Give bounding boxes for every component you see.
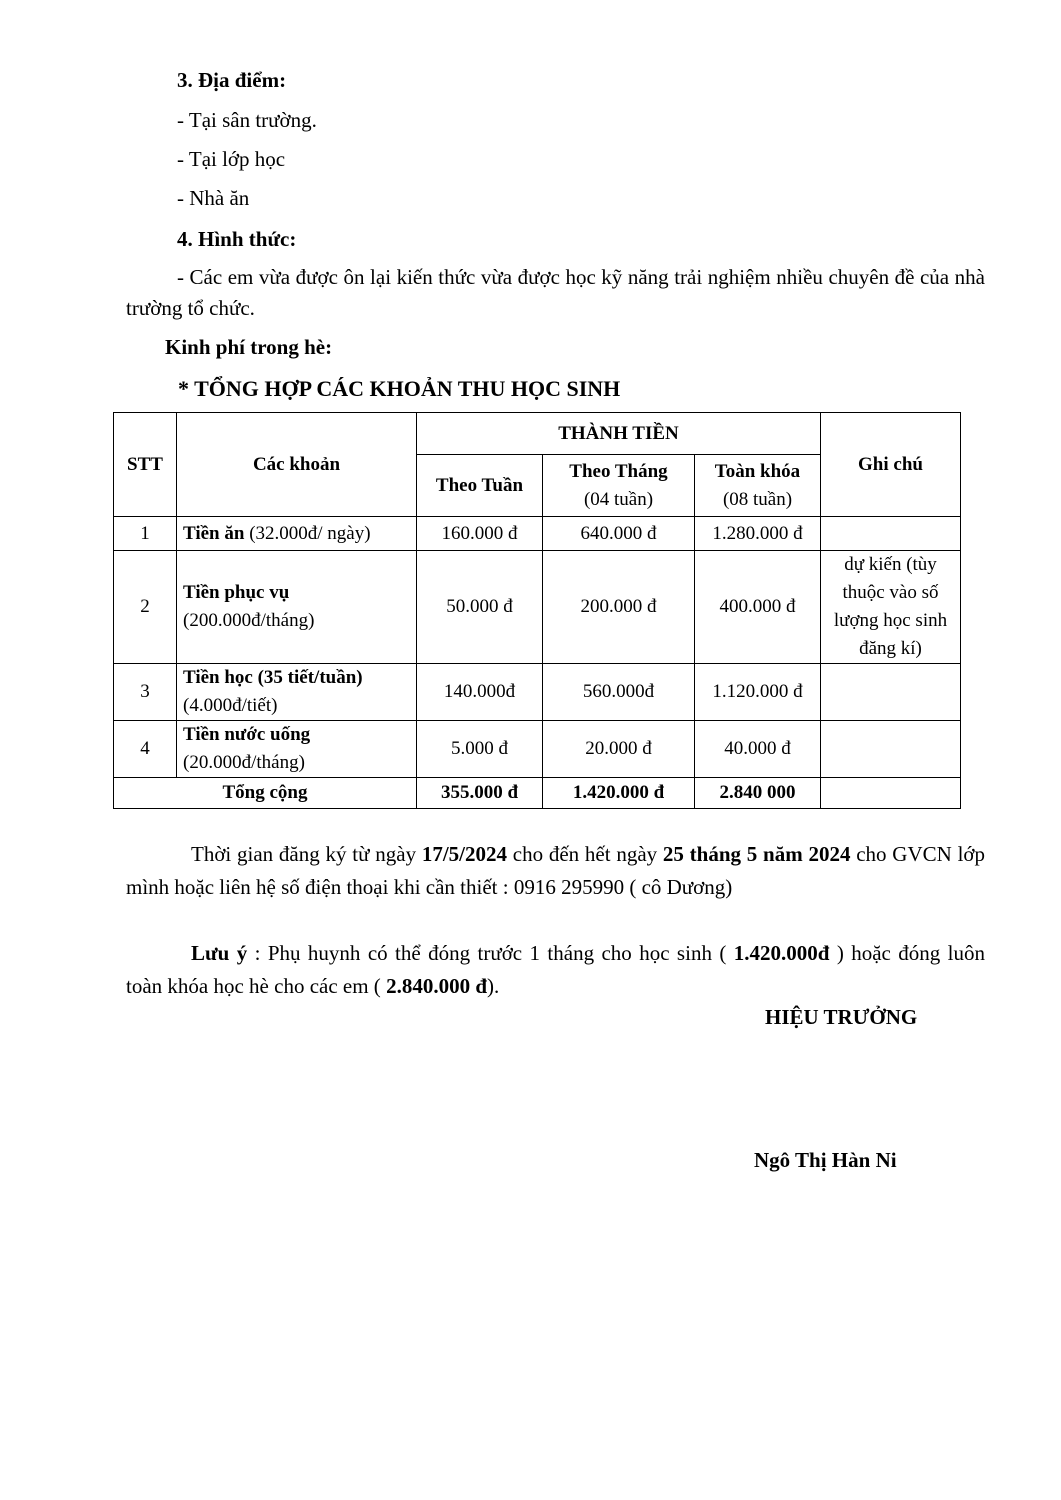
row-item-detail: (32.000đ/ ngày)	[244, 522, 371, 544]
header-week: Theo Tuần	[417, 455, 543, 517]
header-course-label: Toàn khóa	[714, 460, 801, 482]
fee-table	[113, 412, 961, 809]
row-item	[177, 664, 417, 721]
location-item-1: - Tại sân trường.	[177, 108, 317, 132]
row-week: 50.000 đ	[417, 551, 543, 664]
row-stt: 2	[114, 551, 177, 664]
row-week: 160.000 đ	[417, 517, 543, 551]
note-amount-course: 2.840.000 đ	[386, 974, 487, 998]
row-item	[177, 721, 417, 778]
note-part-1: : Phụ huynh có thể đóng trước 1 tháng cho học sinh (	[247, 941, 734, 965]
table-row	[114, 551, 961, 664]
section4-heading: 4. Hình thức:	[177, 227, 297, 251]
row-item-name: Tiền ăn	[183, 522, 245, 544]
registration-end-date: 25 tháng 5 năm 2024	[662, 842, 851, 866]
row-note	[821, 721, 961, 778]
location-item-3: - Nhà ăn	[177, 186, 250, 210]
row-note	[821, 664, 961, 721]
row-stt: 4	[114, 721, 177, 778]
total-course: 2.840 000	[695, 778, 821, 809]
row-month: 640.000 đ	[543, 517, 695, 551]
table-row	[114, 721, 961, 778]
row-stt: 3	[114, 664, 177, 721]
note-part-3: ).	[487, 974, 500, 998]
registration-start-date: 17/5/2024	[421, 842, 507, 866]
signature-name: Ngô Thị Hàn Ni	[754, 1148, 897, 1172]
row-course: 40.000 đ	[695, 721, 821, 778]
registration-part-2: cho đến hết ngày	[507, 842, 663, 866]
total-month: 1.420.000 đ	[543, 778, 695, 809]
row-stt: 1	[114, 517, 177, 551]
row-course: 1.280.000 đ	[695, 517, 821, 551]
note-label: Lưu ý	[191, 941, 248, 965]
row-month: 560.000đ	[543, 664, 695, 721]
note-amount-month: 1.420.000đ	[733, 941, 830, 965]
row-item-detail: (20.000đ/tháng)	[183, 752, 305, 773]
row-note	[821, 517, 961, 551]
registration-part-1: Thời gian đăng ký từ ngày	[191, 842, 422, 866]
section4-text: - Các em vừa được ôn lại kiến thức vừa được học kỹ năng trải nghiệm nhiều chuyên đề của nhà trường tổ chức.	[126, 265, 985, 320]
table-row	[114, 664, 961, 721]
note-part-2: ) hoặc đóng luôn toàn khóa học hè cho các em (	[126, 941, 985, 998]
header-item: Các khoản	[177, 413, 417, 517]
registration-text	[126, 838, 985, 904]
header-month	[543, 455, 695, 517]
row-week: 5.000 đ	[417, 721, 543, 778]
row-item-name: Tiền học (35 tiết/tuần)	[183, 667, 363, 688]
header-note: Ghi chú	[821, 413, 961, 517]
row-item-detail: (4.000đ/tiết)	[183, 695, 278, 716]
header-month-sub: (04 tuần)	[583, 488, 654, 510]
section3-heading: 3. Địa điểm:	[177, 68, 287, 92]
registration-part-3: cho GVCN lớp mình hoặc liên hệ số điện thoại khi cần thiết : 0916 295990 ( cô Dương)	[126, 842, 986, 899]
header-course	[695, 455, 821, 517]
budget-heading: Kinh phí trong hè:	[165, 335, 333, 359]
total-row	[114, 778, 961, 809]
header-stt: STT	[114, 413, 177, 517]
row-item	[177, 551, 417, 664]
total-note	[821, 778, 961, 809]
row-item-detail: (200.000đ/tháng)	[183, 610, 315, 631]
header-amount: THÀNH TIỀN	[417, 413, 821, 455]
total-week: 355.000 đ	[417, 778, 543, 809]
header-course-sub: (08 tuần)	[722, 488, 793, 510]
table-row	[114, 517, 961, 551]
header-month-label: Theo Tháng	[569, 460, 668, 482]
row-course: 400.000 đ	[695, 551, 821, 664]
table-title: * TỔNG HỢP CÁC KHOẢN THU HỌC SINH	[178, 376, 621, 401]
row-note: dự kiến (tùy thuộc vào số lượng học sinh đăng kí)	[821, 551, 961, 664]
row-item	[177, 517, 417, 551]
row-month: 200.000 đ	[543, 551, 695, 664]
payment-note	[126, 937, 985, 1003]
row-item-name: Tiền phục vụ	[183, 582, 290, 603]
row-month: 20.000 đ	[543, 721, 695, 778]
signature-title: HIỆU TRƯỞNG	[765, 1005, 918, 1029]
location-item-2: - Tại lớp học	[177, 147, 286, 171]
row-item-name: Tiền nước uống	[183, 724, 311, 745]
total-label: Tổng cộng	[114, 778, 417, 809]
row-week: 140.000đ	[417, 664, 543, 721]
row-course: 1.120.000 đ	[695, 664, 821, 721]
